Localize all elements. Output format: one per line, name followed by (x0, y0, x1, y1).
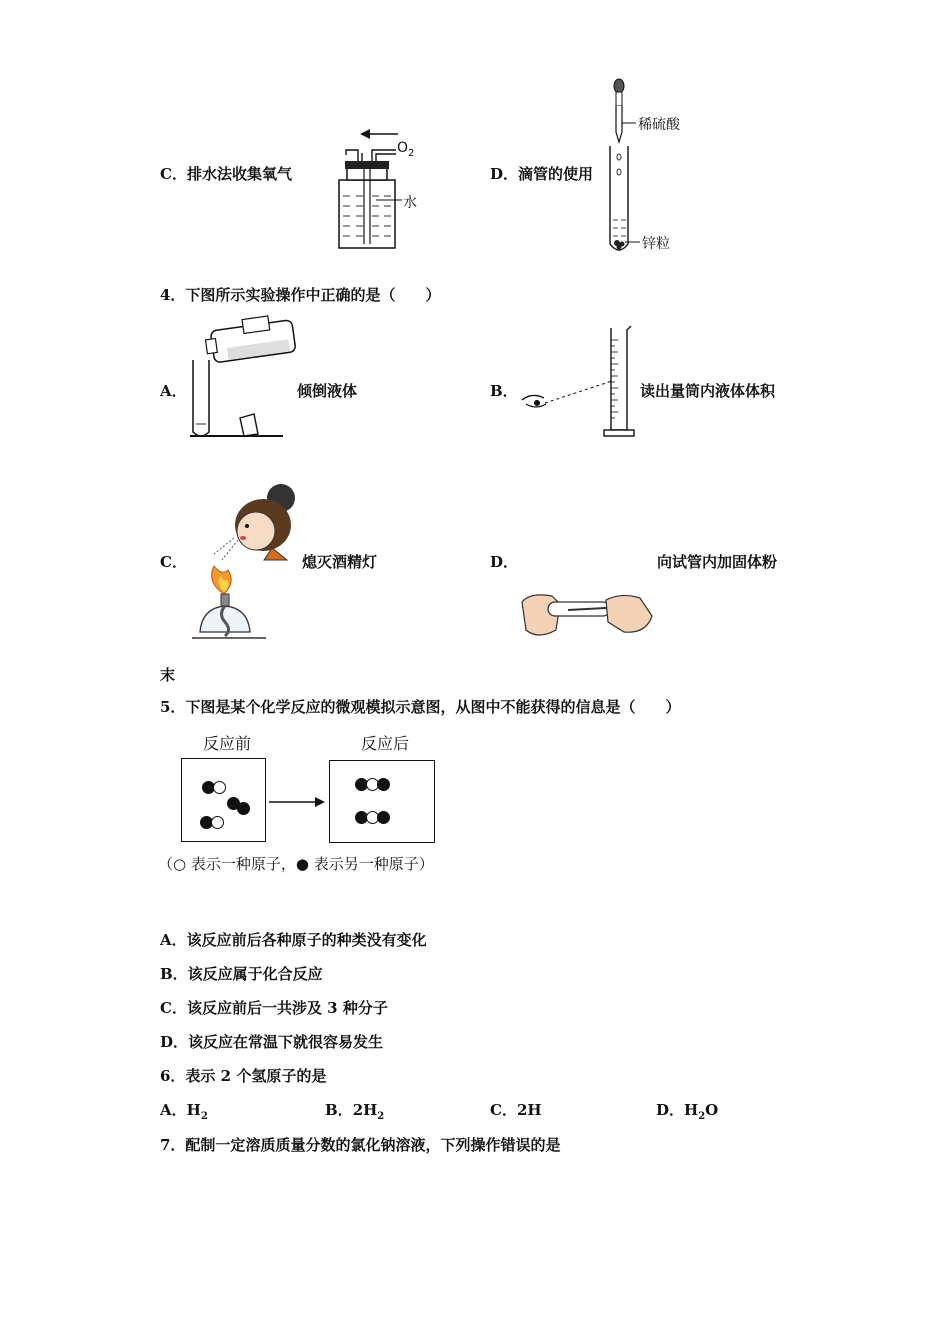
q5-option-b: B．该反应属于化合反应 (160, 965, 323, 983)
before-label: 反应前 (203, 734, 252, 753)
q5-option-c: C．该反应前后一共涉及 3 种分子 (160, 999, 388, 1017)
q3-option-c-label: C． (160, 165, 187, 183)
q6-option-b-subscript: 2 (377, 1111, 385, 1122)
q4-option-b-text: 读出量筒内液体体积 (640, 382, 776, 400)
q6-option-a-subscript: 2 (200, 1111, 208, 1122)
q6-option-b-formula: 2H (352, 1101, 378, 1119)
q4-stem: 4．下图所示实验操作中正确的是（ ） (160, 286, 441, 304)
before-reaction-box (181, 758, 266, 842)
after-reaction-box (329, 760, 435, 843)
q5-option-a: A．该反应前后各种原子的种类没有变化 (160, 931, 427, 949)
q5-stem: 5．下图是某个化学反应的微观模拟示意图，从图中不能获得的信息是（ ） (160, 698, 681, 716)
q6-option-c (490, 1100, 542, 1120)
molecule-atom (211, 816, 224, 829)
water-label: 水 (403, 195, 417, 211)
q6-option-d-subscript: 2 (698, 1111, 706, 1122)
q3-option-d (490, 164, 593, 184)
q6-option-a-formula: H (186, 1101, 201, 1119)
after-label: 反应后 (361, 734, 410, 753)
q6-option-a-label: A． (160, 1101, 187, 1119)
q4-option-a-text: 倾倒液体 (297, 382, 358, 400)
molecule-atom (377, 811, 390, 824)
oxygen-subscript: 2 (408, 147, 415, 159)
q3-option-c (160, 164, 292, 184)
acid-label: 稀硫酸 (638, 117, 680, 133)
molecule-atom (237, 802, 250, 815)
q6-option-d (656, 1100, 718, 1127)
stray-character: 末 (160, 666, 176, 684)
molecule-atom (213, 781, 226, 794)
q4-option-d-label: D． (490, 553, 519, 571)
q4-option-c-label: C． (160, 553, 187, 571)
q4-option-d-text: 向试管内加固体粉 (657, 553, 778, 571)
q4-option-b-label: B． (490, 382, 518, 400)
zinc-label: 锌粒 (642, 236, 670, 252)
q3-option-c-text: 排水法收集氧气 (186, 165, 292, 183)
oxygen-label (397, 140, 414, 159)
q6-option-a (160, 1100, 208, 1127)
atom-legend: （○ 表示一种原子，● 表示另一种原子） (158, 855, 434, 873)
q6-option-b (325, 1100, 384, 1127)
oxygen-symbol: O (397, 140, 409, 156)
q3-option-d-text: 滴管的使用 (518, 165, 594, 183)
q6-option-d-formula: H (684, 1101, 699, 1119)
q5-option-d: D．该反应在常温下就很容易发生 (160, 1033, 384, 1051)
q6-stem: 6．表示 2 个氢原子的是 (160, 1067, 327, 1085)
q7-stem: 7．配制一定溶质质量分数的氯化钠溶液，下列操作错误的是 (160, 1136, 561, 1154)
q6-option-b-label: B． (325, 1101, 353, 1119)
q6-option-c-formula: 2H (516, 1101, 542, 1119)
q6-option-d-label: D． (656, 1101, 685, 1119)
q6-option-c-label: C． (490, 1101, 517, 1119)
q6-option-d-formula-tail: O (705, 1101, 719, 1119)
molecule-atom (377, 778, 390, 791)
q3-option-d-label: D． (490, 165, 519, 183)
q4-option-a-label: A． (160, 382, 187, 400)
q4-option-c-text: 熄灭酒精灯 (302, 553, 378, 571)
